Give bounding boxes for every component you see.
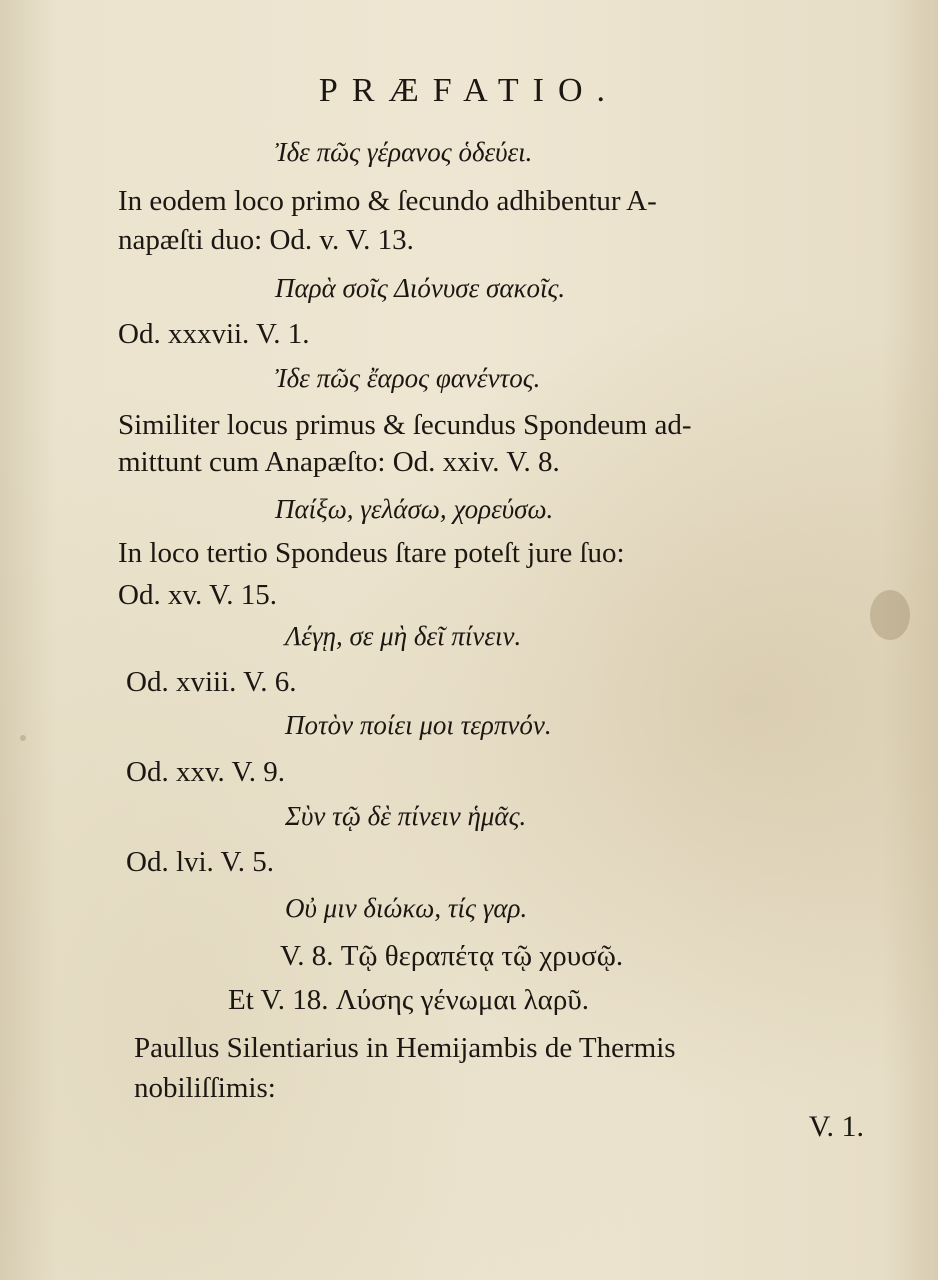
running-header: PRÆFATIO. (318, 72, 620, 109)
text-line: Od. xviii. V. 6. (126, 666, 297, 698)
text-line: Παρὰ σοῖς Διόνυσε σακοῖς. (275, 273, 566, 303)
foxing-stain (20, 735, 26, 741)
text-line: Od. xxv. V. 9. (126, 756, 285, 788)
text-line: nobiliſſimis: (134, 1072, 276, 1104)
catchword: V. 1. (808, 1110, 864, 1143)
text-line: Οὐ μιν διώκω, τίς γαρ. (285, 893, 528, 923)
foxing-stain (870, 590, 910, 640)
text-line: Παίξω, γελάσω, χορεύσω. (275, 494, 554, 524)
text-line: Ποτὸν ποίει μοι τερπνόν. (285, 710, 552, 740)
text-line: Od. xv. V. 15. (118, 579, 277, 611)
text-line: Paullus Silentiarius in Hemijambis de Thermis (134, 1032, 676, 1064)
text-line: Similiter locus primus & ſecundus Spondeum ad- (118, 409, 692, 441)
text-line: Od. xxxvii. V. 1. (118, 318, 310, 350)
text-line: Ἰδε πῶς ἔαρος φανέντος. (275, 363, 541, 393)
text-line: Λέγῃ, σε μὴ δεῖ πίνειν. (285, 621, 522, 651)
text-line: V. 8. Τῷ θεραπέτᾳ τῷ χρυσῷ. (280, 940, 624, 972)
text-line: Ἰδε πῶς γέρανος ὁδεύει. (275, 137, 533, 167)
text-line: In loco tertio Spondeus ſtare poteſt jure ſuo: (118, 537, 625, 569)
text-line: Od. lvi. V. 5. (126, 846, 274, 878)
text-line: mittunt cum Anapæſto: Od. xxiv. V. 8. (118, 446, 560, 478)
text-line: Σὺν τῷ δὲ πίνειν ἡμᾶς. (285, 801, 527, 831)
text-line: In eodem loco primo & ſecundo adhibentur A- (118, 185, 657, 217)
text-line: napæſti duo: Od. v. V. 13. (118, 224, 414, 256)
text-line: Et V. 18. Λύσης γένωμαι λαρῦ. (228, 984, 589, 1016)
